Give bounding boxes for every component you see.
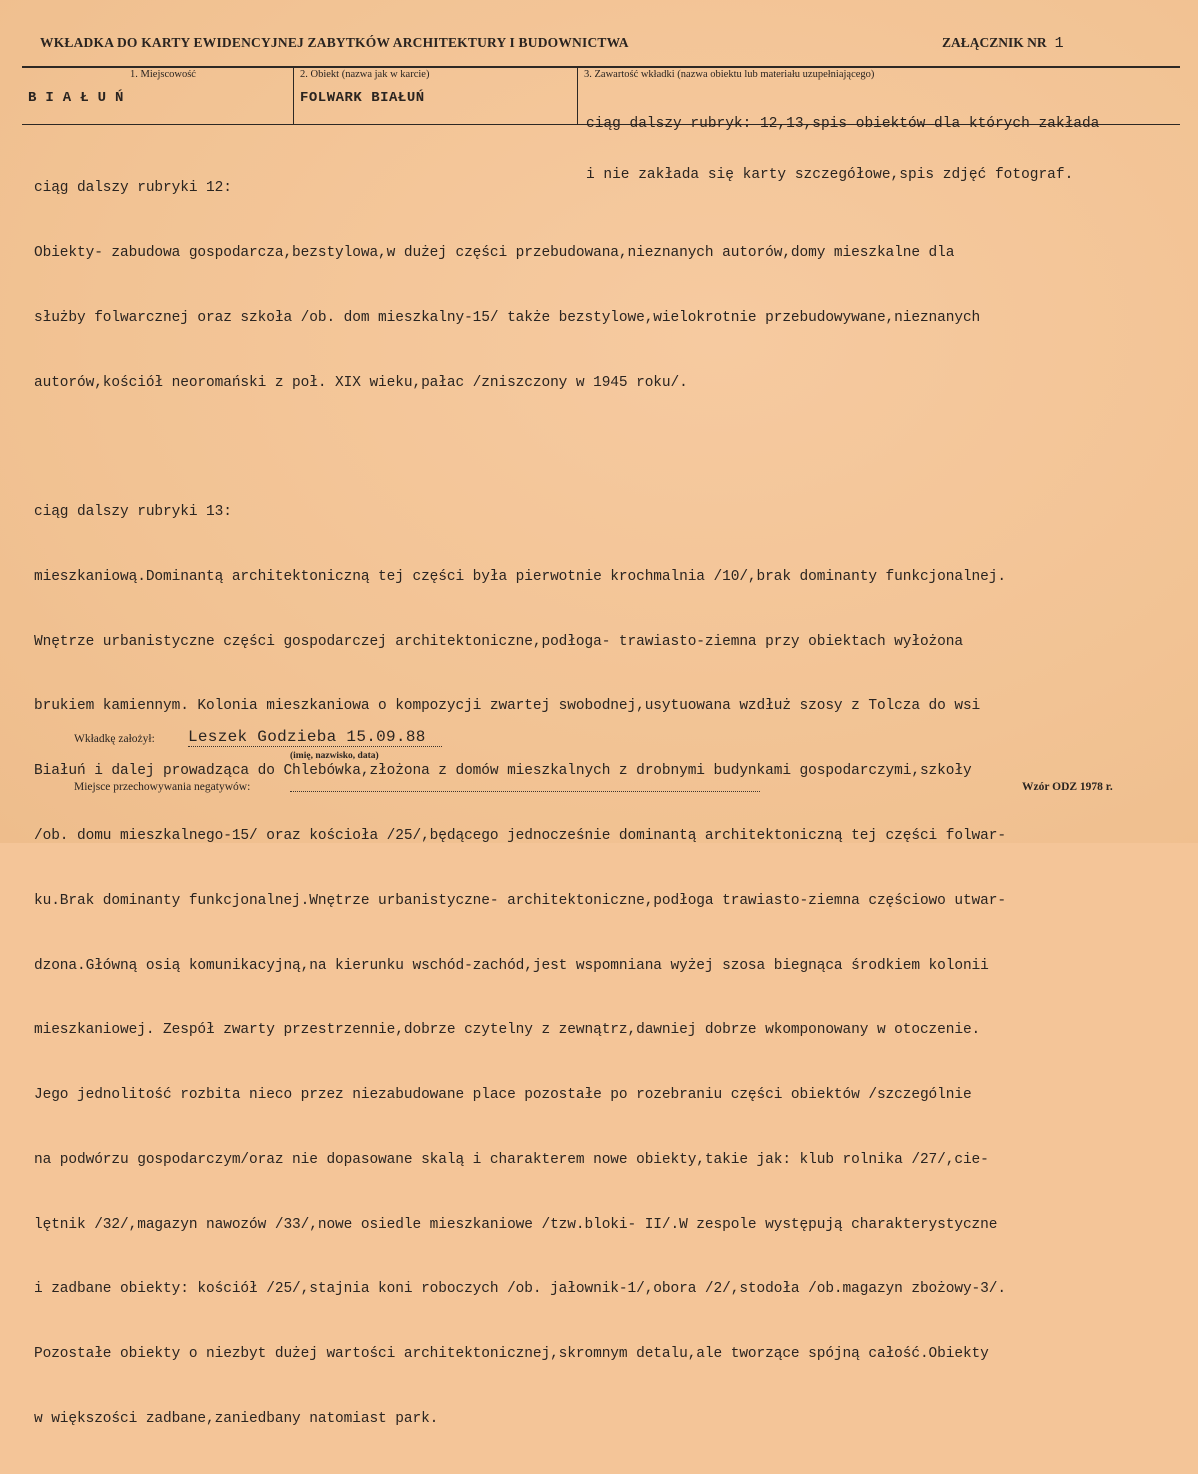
contents-label: 3. Zawartość wkładki (nazwa obiektu lub materiału uzupełniającego): [584, 69, 875, 80]
body-line: brukiem kamiennym. Kolonia mieszkaniowa o kompozycji zwartej swobodnej,usytuowana wzdłuż szosy z Tolcza do wsi: [34, 698, 981, 715]
negatives-label: Miejsce przechowywania negatywów:: [74, 781, 251, 793]
field-divider-2: [577, 66, 578, 124]
annex-label: [942, 35, 1064, 52]
form-id: Wzór ODZ 1978 r.: [1022, 781, 1113, 793]
body-line: ciąg dalszy rubryki 12:: [34, 180, 232, 197]
body-line: lętnik /32/,magazyn nawozów /33/,nowe osiedle mieszkaniowe /tzw.bloki- II/.W zespole występują charakterystyczne: [34, 1216, 998, 1233]
body-line: służby folwarcznej oraz szkoła /ob. dom mieszkalny-15/ także bezstylowe,wielokrotnie przebudowywane,nieznanych: [34, 309, 981, 326]
object-value: FOLWARK BIAŁUŃ: [300, 90, 425, 106]
object-label: 2. Obiekt (nazwa jak w karcie): [300, 69, 430, 80]
header-top-rule: [22, 66, 1180, 68]
contents-line: ciąg dalszy rubryk: 12,13,spis obiektów dla których zakłada: [586, 116, 1100, 132]
body-line: Wnętrze urbanistyczne części gospodarczej architektoniczne,podłoga- trawiasto-ziemna przy obiektach wyłożona: [34, 633, 963, 650]
annex-label-text: ZAŁĄCZNIK NR: [942, 35, 1047, 50]
body-line: w większości zadbane,zaniedbany natomiast park.: [34, 1411, 439, 1428]
locality-value: BIAŁUŃ: [28, 90, 133, 106]
negatives-dotted-line: [290, 791, 760, 792]
contents-line: i nie zakłada się karty szczegółowe,spis zdjęć fotograf.: [586, 167, 1074, 183]
body-line: [34, 437, 1194, 459]
annex-number: 1: [1054, 35, 1064, 52]
body-line: Obiekty- zabudowa gospodarcza,bezstylowa,w dużej części przebudowana,nieznanych autorów,domy mieszkalne dla: [34, 244, 955, 261]
card-title: WKŁADKA DO KARTY EWIDENCYJNEJ ZABYTKÓW ARCHITEKTURY I BUDOWNICTWA: [40, 35, 629, 50]
body-line: autorów,kościół neoromański z poł. XIX wieku,pałac /zniszczony w 1945 roku/.: [34, 374, 688, 391]
body-line: na podwórzu gospodarczym/oraz nie dopasowane skalą i charakterem nowe obiekty,takie jak: klub rolnika /27/,cie-: [34, 1151, 989, 1168]
locality-label: 1. Miejscowość: [130, 69, 196, 80]
body-line: Jego jednolitość rozbita nieco przez niezabudowane place pozostałe po rozebraniu części obiektów /szczególnie: [34, 1087, 972, 1104]
body-line: ku.Brak dominanty funkcjonalnej.Wnętrze urbanistyczne- architektoniczne,podłoga trawiasto-ziemna częściowo utwar-: [34, 892, 1006, 909]
signed-hint: (imię, nazwisko, data): [290, 751, 379, 761]
body-line: mieszkaniową.Dominantą architektoniczną tej części była pierwotnie krochmalnia /10/,brak dominanty funkcjonalnej.: [34, 568, 1006, 585]
typed-body-text: [34, 135, 1194, 1474]
body-line: i zadbane obiekty: kościół /25/,stajnia koni roboczych /ob. jałownik-1/,obora /2/,stodoła /ob.magazyn zbożowy-3/.: [34, 1281, 1006, 1298]
field-divider-1: [293, 66, 294, 124]
body-line: mieszkaniowej. Zespół zwarty przestrzennie,dobrze czytelny z zewnątrz,dawniej dobrze wkomponowany w otoczenie.: [34, 1022, 981, 1039]
body-line: ciąg dalszy rubryki 13:: [34, 504, 232, 521]
body-line: dzona.Główną osią komunikacyjną,na kierunku wschód-zachód,jest wspomniana wyżej szosa biegnąca środkiem kolonii: [34, 957, 989, 974]
body-line: Pozostałe obiekty o niezbyt dużej wartości architektonicznej,skromnym detalu,ale tworzące spójną całość.Obiekty: [34, 1346, 989, 1363]
body-line: Białuń i dalej prowadząca do Chlebówka,złożona z domów mieszkalnych z drobnymi budynkami gospodarczymi,szkoły: [34, 763, 972, 780]
signed-label: Wkładkę założył:: [74, 733, 155, 745]
signed-value: Leszek Godzieba 15.09.88: [188, 728, 442, 747]
body-line: /ob. domu mieszkalnego-15/ oraz kościoła /25/,będącego jednocześnie dominantą architektoniczną tej części folwar-: [34, 828, 1006, 844]
